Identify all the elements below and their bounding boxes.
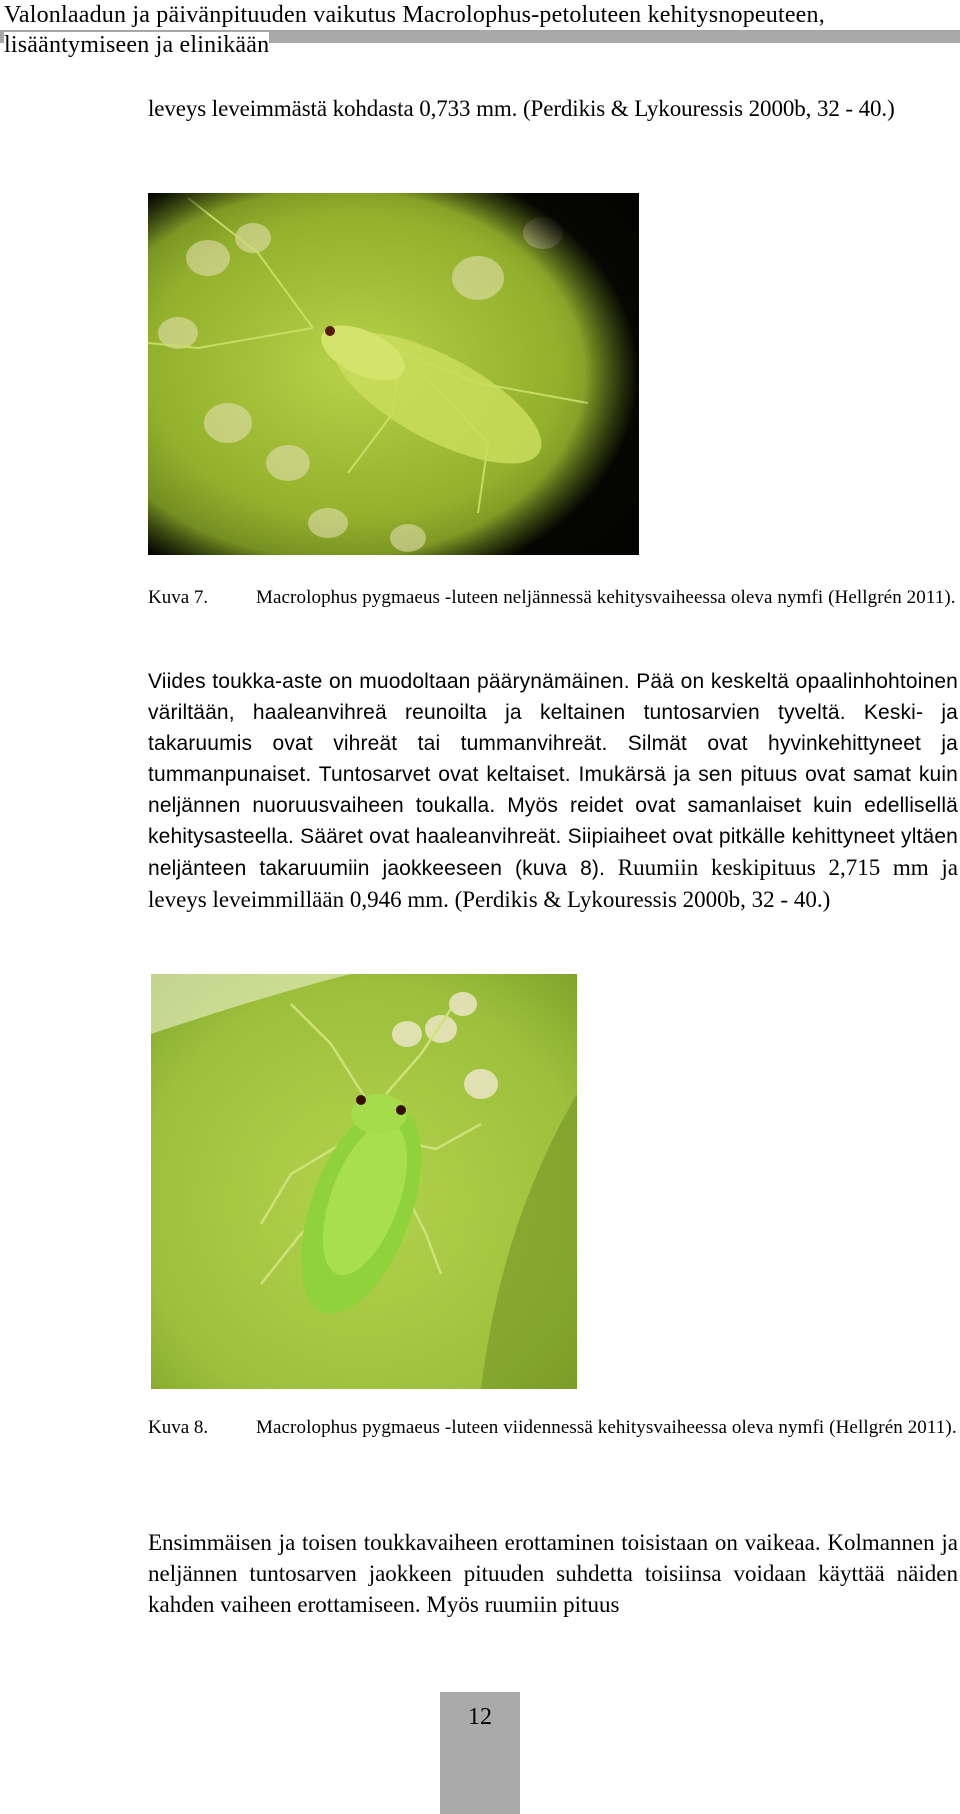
- page-number-box: [440, 1692, 520, 1814]
- figure-8-text: Macrolophus pygmaeus -luteen viidennessä kehitysvaiheessa oleva nymfi (Hellgrén 2011).: [256, 1417, 957, 1438]
- paragraph-2-main: Viides toukka-aste on muodoltaan päärynämäinen. Pää on keskeltä opaalinhohtoinen väriltään, haaleanvihreä reunoilta ja keltainen tuntosarvien tyveltä. Keski- ja takaruumis ovat vihreät tai tummanvihreät. Silmät ovat hyvinkehittyneet ja tummanpunaiset. Tuntosarvet ovat keltaiset. Imukärsä ja sen pituus ovat samat kuin neljännen nuoruusvaiheen toukalla. Myös reidet ovat samanlaiset kuin edellisellä kehitysasteella. Sääret ovat haaleanvihreät. Siipiaiheet ovat pitkälle kehittyneet yltäen neljänteen takaruumiin jaokkeeseen (kuva 8).: [148, 670, 958, 880]
- figure-photo-fourth-instar: [148, 193, 639, 555]
- header-line-1: Valonlaadun ja päivänpituuden vaikutus Macrolophus-petoluteen kehitysnopeuteen,: [4, 2, 825, 28]
- nymph-photo-2: [151, 974, 577, 1389]
- header-title: [4, 0, 960, 60]
- running-header: [0, 0, 960, 60]
- paragraph-3: Ensimmäisen ja toisen toukkavaiheen erottaminen toisistaan on vaikeaa. Kolmannen ja neljännen tuntosarven jaokkeen pituuden suhdetta toisiinsa voidaan käyttää näiden kahden vaiheen erottamiseen. Myös ruumiin pituus: [148, 1530, 958, 1617]
- figure-7-text: Macrolophus pygmaeus -luteen neljännessä kehitysvaiheessa oleva nymfi (Hellgrén 2011).: [256, 587, 956, 608]
- figure-photo-fifth-instar: [151, 974, 577, 1389]
- header-line-2: lisääntymiseen ja elinikään: [4, 32, 270, 58]
- page-number: 12: [468, 1704, 492, 1730]
- nymph-photo-1: [148, 193, 639, 555]
- paragraph-1: leveys leveimmästä kohdasta 0,733 mm. (Perdikis & Lykouressis 2000b, 32 - 40.): [148, 96, 895, 121]
- paragraph-2: [148, 666, 958, 916]
- figure-8-label: Kuva 8.: [148, 1417, 209, 1438]
- figure-7-label: Kuva 7.: [148, 587, 209, 608]
- paragraph-2-measurements: Ruumiin keskipituus 2,715 mm ja leveys leveimmillään 0,946 mm. (Perdikis & Lykouressis 2000b, 32 - 40.): [148, 855, 959, 912]
